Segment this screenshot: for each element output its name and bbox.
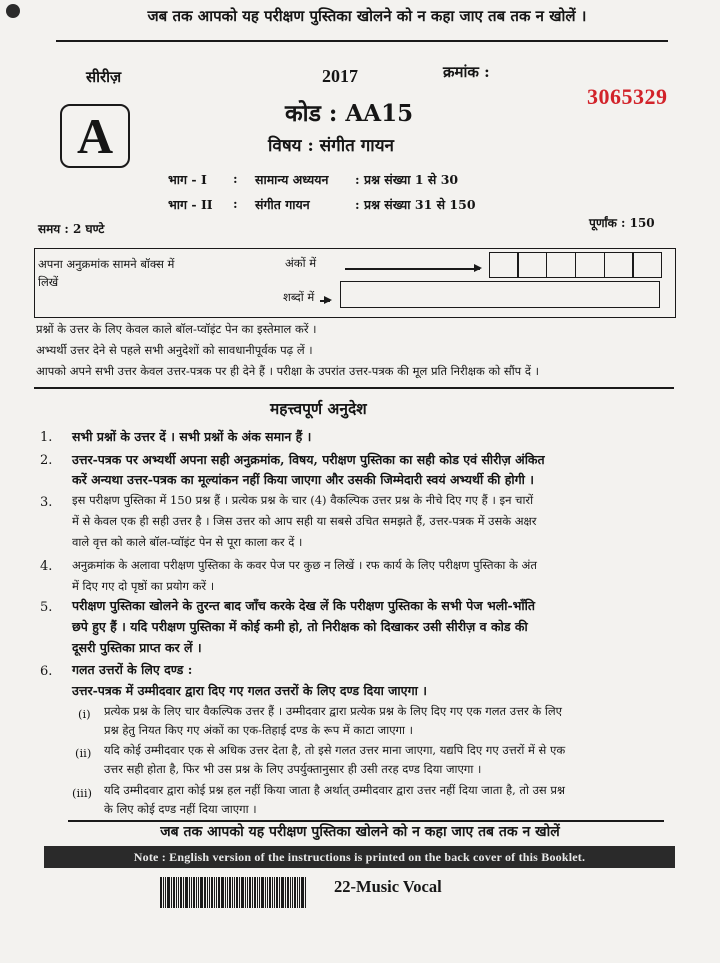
barcode-stripe bbox=[191, 877, 192, 908]
in-figures-label: अंकों में bbox=[285, 256, 317, 270]
part-1-label: भाग - I bbox=[168, 172, 207, 187]
barcode-stripe bbox=[241, 877, 244, 908]
top-warning: जब तक आपको यह परीक्षण पुस्तिका खोलने को न कहा जाए तब तक न खोलें । bbox=[147, 7, 587, 25]
barcode-stripe bbox=[269, 877, 271, 908]
barcode-stripe bbox=[204, 877, 206, 908]
instruction-6-line-1: गलत उत्तरों के लिए दण्ड : bbox=[72, 662, 193, 677]
barcode-stripe bbox=[265, 877, 266, 908]
instruction-number: 6. bbox=[40, 664, 53, 679]
barcode-stripe bbox=[171, 877, 172, 908]
instruction-5-line-3: दूसरी पुस्तिका प्राप्त कर लें । bbox=[72, 640, 202, 655]
barcode-stripe bbox=[252, 877, 253, 908]
barcode-stripe bbox=[229, 877, 231, 908]
max-marks: पूर्णांक : 150 bbox=[589, 216, 655, 230]
barcode-stripe bbox=[232, 877, 233, 908]
barcode-stripe bbox=[193, 877, 195, 908]
serial-number: 3065329 bbox=[587, 84, 668, 109]
barcode-stripe bbox=[305, 877, 306, 908]
pre-instruction-1: प्रश्नों के उत्तर के लिए केवल काले बॉल-प्वॉइंट पेन का इस्तेमाल करें । bbox=[36, 322, 317, 336]
roll-label-line1: अपना अनुक्रमांक सामने बॉक्स में bbox=[38, 257, 175, 271]
top-divider bbox=[56, 40, 668, 42]
punch-hole bbox=[6, 4, 20, 18]
barcode-stripe bbox=[297, 877, 298, 908]
bottom-warning: जब तक आपको यह परीक्षण पुस्तिका खोलने को न कहा जाए तब तक न खोलें bbox=[160, 824, 560, 840]
instructions-heading: महत्त्वपूर्ण अनुदेश bbox=[270, 399, 367, 418]
digit-box[interactable] bbox=[489, 252, 519, 278]
instruction-1-line-1: सभी प्रश्नों के उत्तर दें । सभी प्रश्नों के अंक समान हैं । bbox=[72, 429, 312, 444]
instruction-3-line-3: वाले वृत्त को काले बॉल-प्वॉइंट पेन से पूरा काला कर दें । bbox=[72, 535, 303, 549]
penalty-1-line-1: प्रत्येक प्रश्न के लिए चार वैकल्पिक उत्तर हैं । उम्मीदवार द्वारा प्रत्येक प्रश्न के लिए दिए गए एक गलत उत्तर के लिए bbox=[104, 704, 562, 718]
barcode-stripe bbox=[163, 877, 164, 908]
barcode-stripe bbox=[301, 877, 304, 908]
barcode-stripe bbox=[227, 877, 228, 908]
part-2-colon: : bbox=[233, 196, 238, 211]
roll-words-field[interactable] bbox=[340, 281, 660, 308]
part-1-colon: : bbox=[233, 171, 238, 186]
instruction-number: 5. bbox=[40, 600, 53, 615]
barcode-stripe bbox=[207, 877, 208, 908]
barcode-stripe bbox=[249, 877, 251, 908]
booklet-name: 22-Music Vocal bbox=[334, 877, 442, 896]
series-letter: A bbox=[76, 108, 114, 164]
barcode-stripe bbox=[160, 877, 162, 908]
in-words-label: शब्दों में bbox=[283, 290, 315, 304]
instruction-5-line-2: छपे हुए हैं । यदि परीक्षण पुस्तिका में कोई कमी हो, तो निरीक्षक को दिखाकर उसी सीरीज़ व कोड की bbox=[72, 619, 528, 634]
barcode-stripe bbox=[218, 877, 220, 908]
penalty-2-line-1: यदि कोई उम्मीदवार एक से अधिक उत्तर देता है, तो इसे गलत उत्तर माना जाएगा, यद्यपि दिए गए उत्तरों में से एक bbox=[104, 743, 566, 757]
barcode-stripe bbox=[274, 877, 275, 908]
instruction-number: 3. bbox=[40, 495, 53, 510]
penalty-number: (iii) bbox=[72, 786, 93, 800]
subject: विषय : संगीत गायन bbox=[268, 136, 394, 156]
barcode-stripe bbox=[239, 877, 240, 908]
part-2-questions: : प्रश्न संख्या 31 से 150 bbox=[355, 197, 476, 212]
roll-label-line2: लिखें bbox=[38, 275, 59, 289]
barcode-stripe bbox=[261, 877, 264, 908]
barcode-stripe bbox=[290, 877, 291, 908]
barcode-stripe bbox=[281, 877, 284, 908]
part-2-label: भाग - II bbox=[168, 197, 213, 212]
english-note: Note : English version of the instructions is printed on the back cover of this Booklet. bbox=[133, 849, 586, 864]
instruction-3-line-1: इस परीक्षण पुस्तिका में 150 प्रश्न हैं । प्रत्येक प्रश्न के चार (4) वैकल्पिक उत्तर प्रश्न के नीचे दिए गए हैं । इन चारों bbox=[72, 493, 534, 507]
barcode-stripe bbox=[234, 877, 235, 908]
instruction-6-line-2: उत्तर-पत्रक में उम्मीदवार द्वारा दिए गए गलत उत्तरों के लिए दण्ड दिया जाएगा । bbox=[72, 683, 427, 698]
instruction-number: 1. bbox=[40, 430, 53, 445]
booklet-code: कोड : AA15 bbox=[285, 100, 414, 127]
barcode-stripe bbox=[178, 877, 179, 908]
barcode-stripe bbox=[245, 877, 246, 908]
penalty-1-line-2: प्रश्न हेतु नियत किए गए अंकों का एक-तिहाई दण्ड के रूप में काटा जाएगा । bbox=[104, 723, 414, 737]
divider bbox=[34, 387, 674, 389]
penalty-3-line-2: के लिए कोई दण्ड नहीं दिया जाएगा । bbox=[104, 802, 257, 816]
pre-instruction-3: आपको अपने सभी उत्तर केवल उत्तर-पत्रक पर ही देने हैं । परीक्षा के उपरांत उत्तर-पत्रक की मूल प्रति निरीक्षक को सौंप दें । bbox=[36, 364, 539, 378]
barcode-stripe bbox=[279, 877, 280, 908]
exam-year: 2017 bbox=[322, 66, 358, 86]
time-allowed: समय : 2 घण्टे bbox=[38, 222, 105, 236]
digit-box[interactable] bbox=[517, 252, 547, 278]
barcode-stripe bbox=[272, 877, 273, 908]
barcode-stripe bbox=[292, 877, 293, 908]
series-label: सीरीज़ bbox=[86, 68, 122, 86]
instruction-number: 4. bbox=[40, 559, 53, 574]
barcode-stripe bbox=[254, 877, 256, 908]
barcode-stripe bbox=[276, 877, 278, 908]
roll-digit-boxes[interactable] bbox=[490, 252, 662, 276]
barcode-stripe bbox=[216, 877, 217, 908]
penalty-number: (ii) bbox=[75, 746, 92, 760]
barcode-stripe bbox=[180, 877, 182, 908]
barcode-stripe bbox=[257, 877, 258, 908]
pre-instruction-2: अभ्यर्थी उत्तर देने से पहले सभी अनुदेशों को सावधानीपूर्वक पढ़ लें । bbox=[36, 343, 313, 357]
barcode-stripe bbox=[198, 877, 199, 908]
instruction-5-line-1: परीक्षण पुस्तिका खोलने के तुरन्त बाद जाँच करके देख लें कि परीक्षण पुस्तिका के सभी पेज भली-भाँति bbox=[72, 598, 536, 613]
digit-box[interactable] bbox=[632, 252, 662, 278]
barcode-stripe bbox=[209, 877, 210, 908]
instruction-number: 2. bbox=[40, 453, 53, 468]
barcode-stripe bbox=[183, 877, 184, 908]
barcode-stripe bbox=[214, 877, 215, 908]
english-note-bar bbox=[44, 846, 675, 868]
instruction-4-line-2: में दिए गए दो पृष्ठों का प्रयोग करें । bbox=[72, 579, 215, 593]
barcode-stripe bbox=[299, 877, 300, 908]
barcode-stripe bbox=[267, 877, 268, 908]
barcode-stripe bbox=[221, 877, 224, 908]
penalty-2-line-2: उत्तर सही होता है, फिर भी उस प्रश्न के लिए उपर्युक्तानुसार ही उसी तरह दण्ड दिया जाएगा । bbox=[104, 762, 482, 776]
serial-label: क्रमांक : bbox=[443, 63, 490, 81]
figures-arrow-icon bbox=[345, 268, 480, 270]
barcode-stripe bbox=[225, 877, 226, 908]
barcode-stripe bbox=[285, 877, 286, 908]
instruction-4-line-1: अनुक्रमांक के अलावा परीक्षण पुस्तिका के कवर पेज पर कुछ न लिखें । रफ कार्य के लिए परीक्षण पुस्तिका के अंत bbox=[72, 558, 537, 572]
barcode-stripe bbox=[165, 877, 166, 908]
digit-box[interactable] bbox=[575, 252, 605, 278]
instruction-2-line-1: उत्तर-पत्रक पर अभ्यर्थी अपना सही अनुक्रमांक, विषय, परीक्षण पुस्तिका का सही कोड एवं सीरीज़ अंकित bbox=[72, 452, 545, 467]
barcode-stripe bbox=[200, 877, 203, 908]
barcode bbox=[160, 877, 326, 908]
barcode-stripe bbox=[236, 877, 238, 908]
series-letter-box bbox=[60, 104, 130, 168]
barcode-stripe bbox=[173, 877, 175, 908]
barcode-stripe bbox=[259, 877, 260, 908]
part-2-name: संगीत गायन bbox=[255, 197, 310, 212]
barcode-stripe bbox=[247, 877, 248, 908]
penalty-number: (i) bbox=[78, 707, 91, 721]
digit-box[interactable] bbox=[546, 252, 576, 278]
penalty-3-line-1: यदि उम्मीदवार द्वारा कोई प्रश्न हल नहीं किया जाता है अर्थात् उम्मीदवार द्वारा उत्तर नहीं दिया जाता है, तो उस प्रश्न bbox=[104, 783, 565, 797]
barcode-stripe bbox=[287, 877, 289, 908]
barcode-stripe bbox=[189, 877, 190, 908]
part-1-name: सामान्य अध्ययन bbox=[255, 172, 329, 187]
words-arrow-icon bbox=[320, 300, 330, 302]
digit-box[interactable] bbox=[604, 252, 634, 278]
part-1-questions: : प्रश्न संख्या 1 से 30 bbox=[355, 172, 459, 187]
barcode-stripe bbox=[167, 877, 170, 908]
instruction-3-line-2: में से केवल एक ही सही उत्तर है । जिस उत्तर को आप सही या सबसे उचित समझते हैं, उत्तर-पत्रक में उसके अक्षर bbox=[72, 514, 537, 528]
barcode-stripe bbox=[294, 877, 296, 908]
instruction-2-line-2: करें अन्यथा उत्तर-पत्रक का मूल्यांकन नहीं किया जाएगा और उसकी जिम्मेदारी स्वयं अभ्यर्थी की होगी । bbox=[72, 472, 534, 487]
barcode-stripe bbox=[196, 877, 197, 908]
barcode-stripe bbox=[176, 877, 177, 908]
barcode-stripe bbox=[211, 877, 213, 908]
barcode-stripe bbox=[185, 877, 188, 908]
